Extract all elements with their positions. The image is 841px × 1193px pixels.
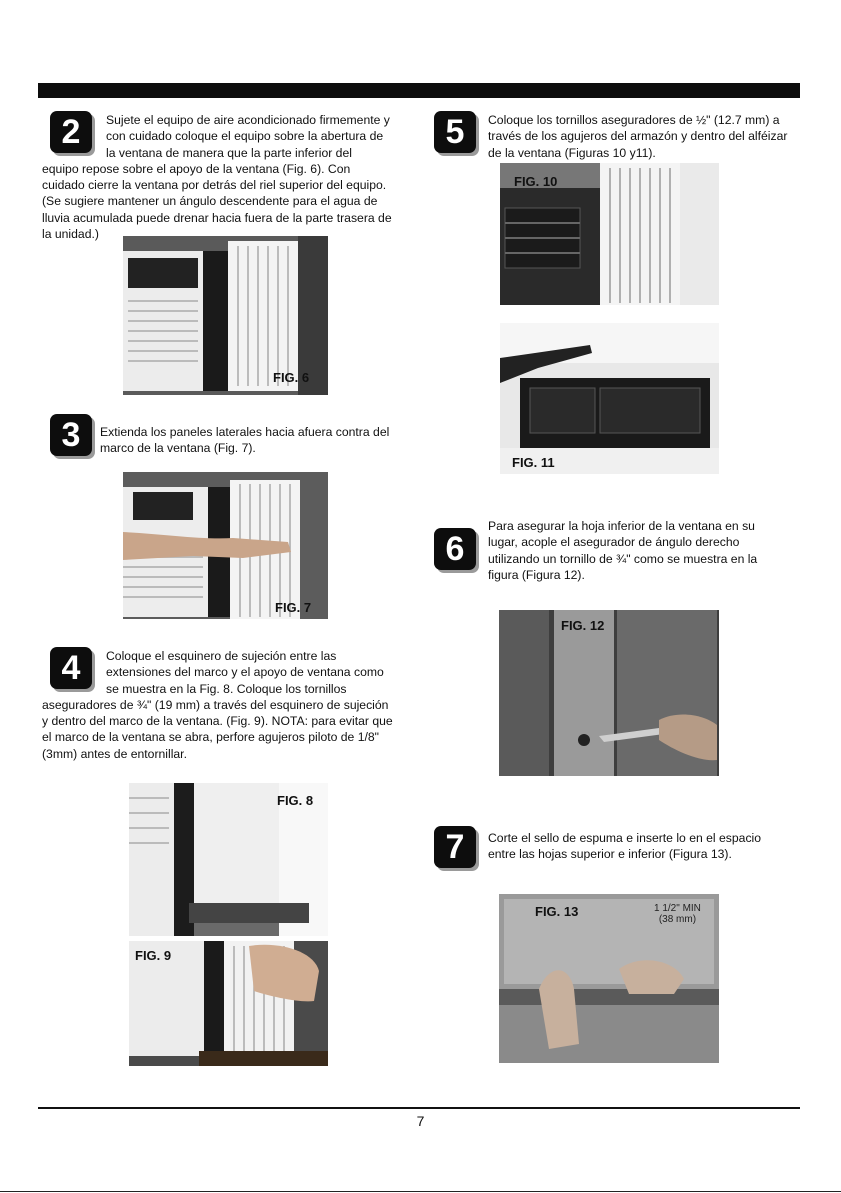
fig-11-photo: [500, 323, 719, 474]
fig-7-illustration: [123, 472, 328, 619]
step-7-badge: 7: [434, 826, 476, 868]
step-5-text: Coloque los tornillos aseguradores de ½" (12.7 mm) a través de los agujeros del armazón y dentro del alféizar de la ventana (Figuras 10 y11).: [488, 113, 788, 160]
fig-13-measurement: [654, 903, 701, 925]
step-4-text: [42, 648, 394, 762]
fig-12-illustration: [499, 610, 719, 776]
fig-12-photo: [499, 610, 719, 776]
step-4-badge: 4: [50, 647, 92, 689]
step-7-text: Corte el sello de espuma e inserte lo en el espacio entre las hojas superior e inferior (Figura 13).: [488, 831, 762, 862]
fig-13-note-line1: 1 1/2" MIN: [654, 903, 701, 914]
fig-6-label: FIG. 6: [273, 370, 310, 385]
fig-13-label: FIG. 13: [535, 904, 579, 919]
step-2-rest: equipo repose sobre el apoyo de la ventana (Fig. 6). Con cuidado cierre la ventana por detrás del riel superior del equipo. (Se sugiere mantener un ángulo descendente para el agua de lluvia acumulada puede drenar hacia fuera de la parte trasera de la unidad.): [42, 161, 392, 242]
fig-6-photo: [123, 236, 328, 395]
step-2-intro: Sujete el equipo de aire acondicionado firmemente y con cuidado coloque el equipo sobre la abertura de la ventana de manera que la parte inferior del: [106, 113, 390, 160]
step-6-text: Para asegurar la hoja inferior de la ventana en su lugar, acople el asegurador de ángulo derecho utilizando un tornillo de ¾" como se muestra en la figura (Figura 12).: [488, 519, 758, 582]
fig-13-photo: [499, 894, 719, 1063]
fig-11-illustration: [500, 323, 719, 474]
fig-7-photo: [123, 472, 328, 619]
step-2-text: [42, 112, 394, 242]
step-5-badge: 5: [434, 111, 476, 153]
step-3-text: Extienda los paneles laterales hacia afuera contra del marco de la ventana (Fig. 7).: [100, 425, 390, 456]
step-3-badge: 3: [50, 414, 92, 456]
page-number: 7: [416, 1113, 425, 1129]
fig-9-label: FIG. 9: [135, 948, 172, 963]
fig-11-label: FIG. 11: [512, 455, 555, 470]
fig-10-label: FIG. 10: [514, 174, 558, 189]
fig-12-label: FIG. 12: [561, 618, 605, 633]
fig-8-photo: [129, 783, 328, 936]
step-2-badge: 2: [50, 111, 92, 153]
fig-9-photo: [129, 941, 328, 1066]
fig-8-label: FIG. 8: [277, 793, 314, 808]
fig-7-label: FIG. 7: [275, 600, 312, 615]
step-6-badge: 6: [434, 528, 476, 570]
header-bar: [38, 83, 800, 98]
fig-10-photo: [500, 163, 719, 305]
step-4-rest: aseguradores de ¾" (19 mm) a través del esquinero de sujeción y dentro del marco de la ventana. (Fig. 9). NOTA: para evitar que el marco de la ventana se abra, perfore agujeros piloto de 1/8" (3mm) antes de entornillar.: [42, 697, 393, 761]
fig-13-note-line2: (38 mm): [658, 914, 697, 925]
footer-rule: [38, 1107, 800, 1109]
bottom-edge-line: [0, 1191, 841, 1192]
step-4-intro: Coloque el esquinero de sujeción entre las extensiones del marco y el apoyo de ventana como se muestra en la Fig. 8. Coloque los tornillos: [106, 649, 384, 696]
